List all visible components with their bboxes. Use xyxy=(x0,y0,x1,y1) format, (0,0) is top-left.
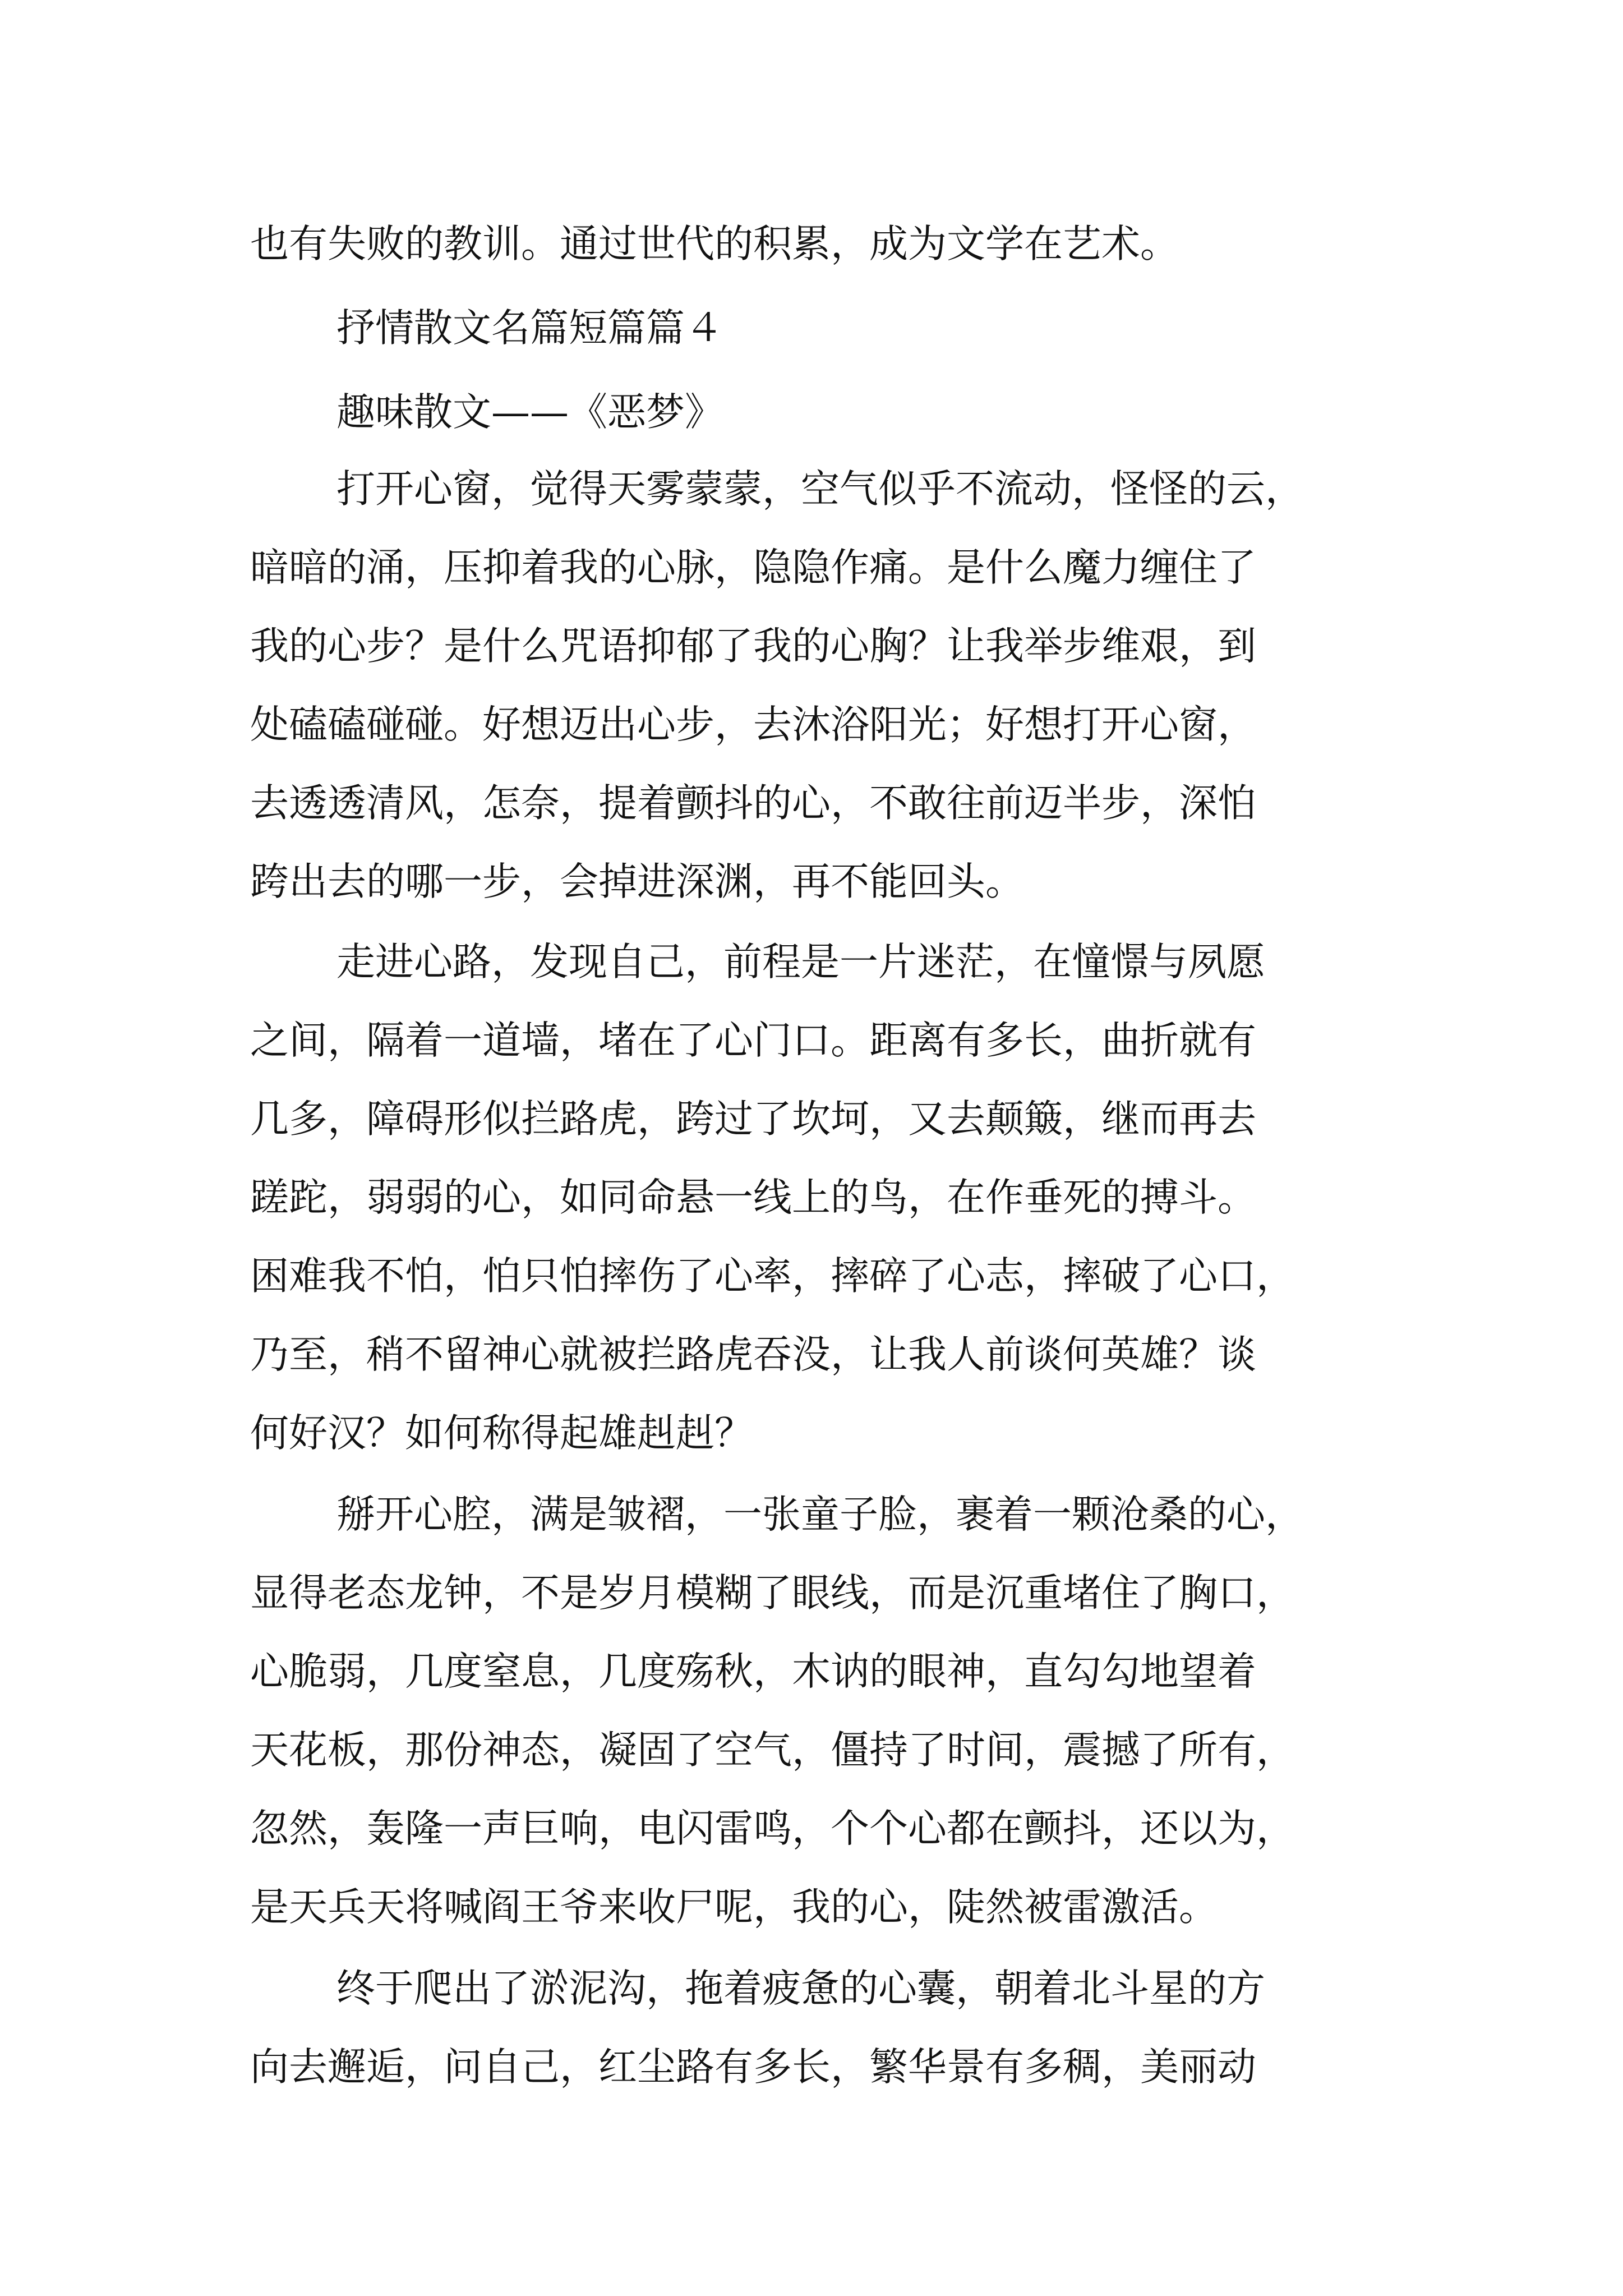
article-title: 趣味散文——《恶梦》 xyxy=(336,390,723,435)
paragraph-line: 打开心窗，觉得天雾蒙蒙，空气似乎不流动，怪怪的云， xyxy=(336,467,1304,512)
paragraph-line: 显得老态龙钟，不是岁月模糊了眼线，而是沉重堵住了胸口， xyxy=(250,1571,1295,1616)
paragraph-line: 天花板，那份神态，凝固了空气，僵持了时间，震撼了所有， xyxy=(250,1728,1295,1773)
paragraph-line: 心脆弱，几度窒息，几度殇秋，木讷的眼神，直勾勾地望着 xyxy=(250,1649,1256,1694)
paragraph-line: 掰开心腔，满是皱褶，一张童子脸，裹着一颗沧桑的心， xyxy=(336,1492,1304,1537)
paragraph-line: 终于爬出了淤泥沟，拖着疲惫的心囊，朝着北斗星的方 xyxy=(336,1966,1265,2011)
paragraph-line: 忽然，轰隆一声巨响，电闪雷鸣，个个心都在颤抖，还以为， xyxy=(250,1806,1295,1851)
paragraph-line: 去透透清风，怎奈，提着颤抖的心，不敢往前迈半步，深怕 xyxy=(250,781,1256,826)
paragraph-line: 我的心步？是什么咒语抑郁了我的心胸？让我举步维艰，到 xyxy=(250,624,1256,669)
paragraph-line: 向去邂逅，问自己，红尘路有多长，繁华景有多稠，美丽动 xyxy=(250,2045,1256,2090)
section-heading: 抒情散文名篇短篇篇４ xyxy=(336,306,723,351)
paragraph-line: 暗暗的涌，压抑着我的心脉，隐隐作痛。是什么魔力缠住了 xyxy=(250,545,1256,590)
paragraph-line: 走进心路，发现自己，前程是一片迷茫，在憧憬与夙愿 xyxy=(336,940,1265,984)
paragraph-line: 何好汉？如何称得起雄赳赳？ xyxy=(250,1411,753,1456)
paragraph-line: 是天兵天将喊阎王爷来收尸呢，我的心，陡然被雷激活。 xyxy=(250,1885,1218,1930)
text-line: 也有失败的教训。通过世代的积累，成为文学在艺术。 xyxy=(250,222,1179,266)
paragraph-line: 跨出去的哪一步，会掉进深渊，再不能回头。 xyxy=(250,859,1024,904)
paragraph-line: 处磕磕碰碰。好想迈出心步，去沐浴阳光；好想打开心窗， xyxy=(250,702,1256,747)
paragraph-line: 蹉跎，弱弱的心，如同命悬一线上的鸟，在作垂死的搏斗。 xyxy=(250,1175,1256,1220)
paragraph-line: 之间，隔着一道墙，堵在了心门口。距离有多长，曲折就有 xyxy=(250,1018,1256,1063)
paragraph-line: 几多，障碍形似拦路虎，跨过了坎坷，又去颠簸，继而再去 xyxy=(250,1097,1256,1142)
paragraph-line: 困难我不怕，怕只怕摔伤了心率，摔碎了心志，摔破了心口， xyxy=(250,1254,1295,1299)
paragraph-line: 乃至，稍不留神心就被拦路虎吞没，让我人前谈何英雄？谈 xyxy=(250,1332,1256,1377)
